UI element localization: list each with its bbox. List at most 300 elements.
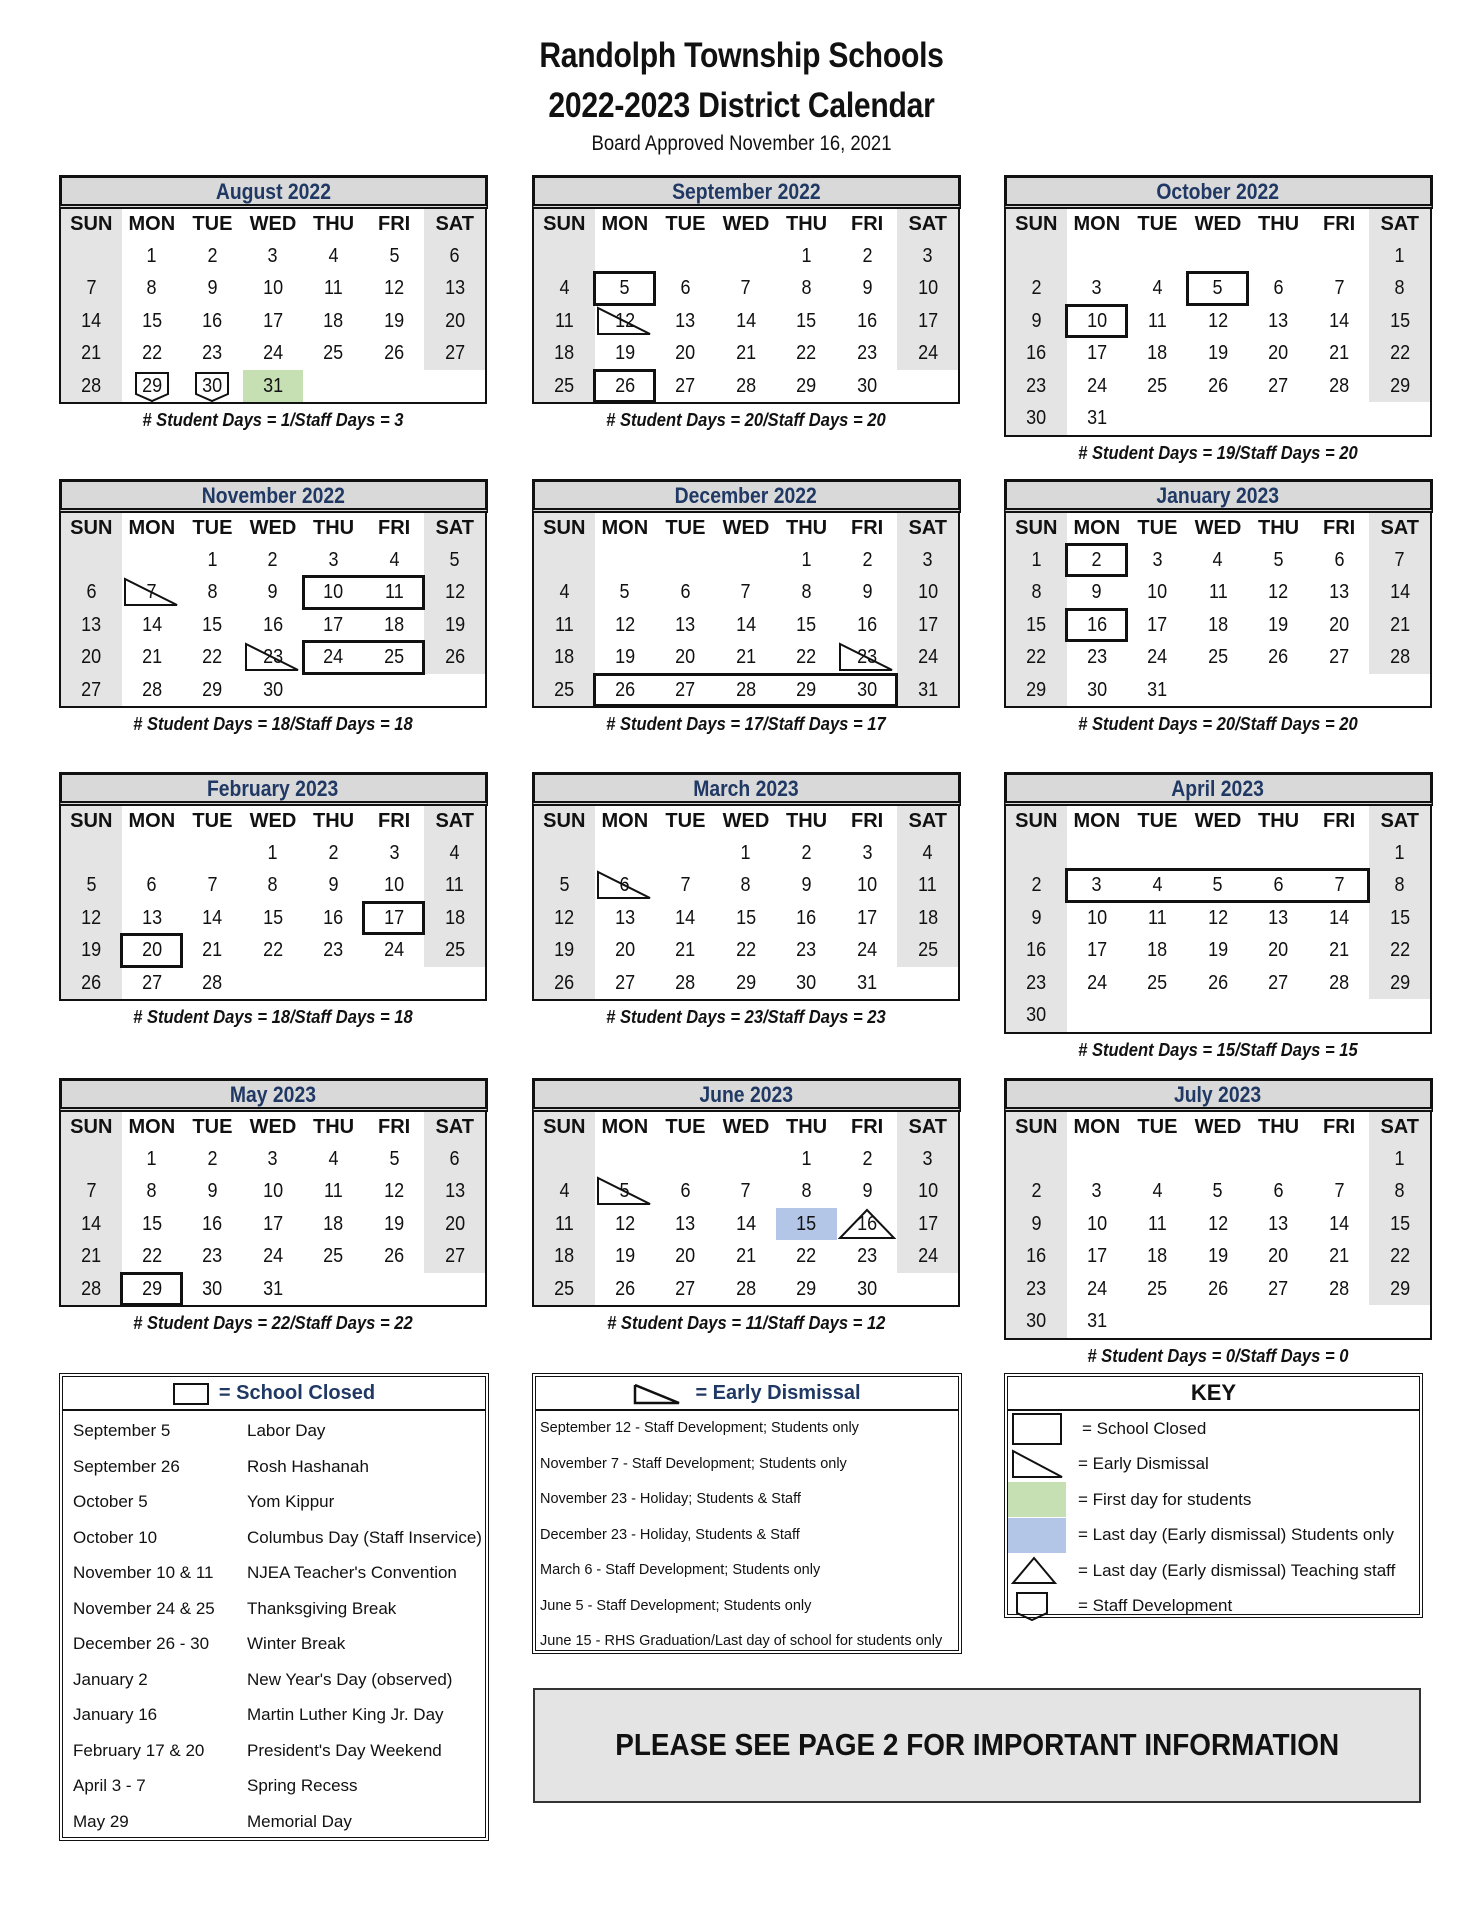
empty-cell — [303, 370, 364, 403]
date-cell — [897, 1240, 958, 1273]
day-of-week-header: SUN — [1006, 513, 1067, 544]
date-cell — [716, 967, 777, 1000]
first-day-swatch-icon — [1008, 1482, 1066, 1517]
closed-event: Yom Kippur — [247, 1492, 335, 1511]
date-number: 2 — [207, 1147, 218, 1170]
date-cell — [776, 1208, 837, 1241]
date-number: 1 — [1394, 244, 1405, 267]
date-number: 22 — [141, 1245, 162, 1267]
date-number: 7 — [740, 1180, 751, 1202]
closed-event: Winter Break — [247, 1634, 346, 1653]
date-number: 19 — [81, 939, 102, 961]
day-of-week-header: FRI — [1323, 1115, 1356, 1138]
date-cell — [1006, 305, 1067, 338]
date-cell — [364, 337, 425, 370]
date-cell — [837, 609, 898, 642]
date-cell — [776, 337, 837, 370]
empty-cell — [1188, 837, 1249, 870]
date-number: 5 — [559, 874, 570, 896]
date-cell — [424, 1208, 485, 1241]
date-number: 22 — [1389, 342, 1410, 364]
date-number: 17 — [917, 613, 938, 636]
date-cell — [1188, 337, 1249, 370]
date-cell — [595, 902, 656, 935]
date-cell — [897, 641, 958, 674]
date-number: 15 — [141, 309, 162, 332]
empty-cell — [1067, 1143, 1128, 1176]
date-number: 29 — [796, 374, 817, 397]
date-cell — [243, 934, 304, 967]
month-days — [61, 1112, 485, 1306]
day-of-week-header: MON — [1073, 516, 1121, 539]
date-number: 13 — [1268, 1212, 1289, 1235]
empty-cell — [716, 1143, 777, 1176]
date-number: 24 — [262, 342, 283, 364]
day-of-week-header: THU — [786, 516, 828, 539]
day-of-week-header: THU — [786, 212, 828, 235]
empty-cell — [61, 544, 122, 577]
date-number: 25 — [554, 1277, 575, 1300]
page-title: Randolph Township Schools — [539, 36, 944, 75]
date-cell — [1067, 272, 1128, 305]
empty-cell — [1309, 1305, 1370, 1338]
empty-cell — [1006, 837, 1067, 870]
empty-cell — [534, 544, 595, 577]
date-number: 4 — [328, 244, 339, 267]
date-number: 22 — [1026, 646, 1047, 668]
day-of-week-header: WED — [249, 516, 297, 539]
date-cell — [1188, 1240, 1249, 1273]
day-of-week-header: TUE — [192, 809, 233, 832]
date-number: 22 — [141, 342, 162, 364]
day-of-week-header: WED — [249, 1115, 297, 1138]
date-cell — [303, 837, 364, 870]
month-calendar — [1004, 175, 1432, 464]
day-of-week-header: FRI — [851, 212, 884, 235]
date-cell — [61, 609, 122, 642]
closed-event: Memorial Day — [247, 1811, 352, 1831]
date-cell — [1309, 1240, 1370, 1273]
date-cell — [716, 370, 777, 403]
empty-cell — [595, 1143, 656, 1176]
date-number: 20 — [141, 939, 162, 961]
school-closed-panel — [59, 1373, 489, 1841]
date-cell — [837, 337, 898, 370]
date-cell — [1369, 305, 1430, 338]
date-cell — [1067, 1175, 1128, 1208]
date-number: 6 — [86, 581, 97, 603]
date-cell — [243, 576, 304, 609]
empty-cell — [534, 837, 595, 870]
date-cell — [1006, 1208, 1067, 1241]
date-number: 27 — [444, 1245, 465, 1267]
date-number: 27 — [1268, 374, 1289, 397]
date-cell — [595, 1208, 656, 1241]
date-cell — [776, 272, 837, 305]
day-count-summary: # Student Days = 22/Staff Days = 22 — [133, 1313, 413, 1333]
date-cell — [1188, 370, 1249, 403]
date-cell — [61, 674, 122, 707]
date-number: 17 — [262, 309, 283, 332]
date-number: 4 — [389, 548, 400, 571]
day-of-week-header: WED — [249, 809, 297, 832]
date-cell — [1006, 869, 1067, 902]
date-number: 12 — [1268, 581, 1289, 603]
date-cell — [1248, 869, 1309, 902]
month-title: June 2023 — [532, 1078, 961, 1112]
date-number: 27 — [444, 342, 465, 364]
date-cell — [1369, 1240, 1430, 1273]
date-number: 26 — [614, 1277, 635, 1300]
date-cell — [243, 869, 304, 902]
date-cell — [837, 576, 898, 609]
date-number: 13 — [1268, 309, 1289, 332]
date-number: 30 — [202, 374, 223, 397]
date-number: 1 — [801, 548, 812, 571]
month-calendar — [59, 772, 487, 1028]
date-number: 7 — [680, 874, 691, 896]
empty-cell — [1188, 674, 1249, 707]
date-cell — [61, 1175, 122, 1208]
empty-cell — [1188, 402, 1249, 435]
date-cell — [182, 1175, 243, 1208]
closed-list-item — [63, 1626, 485, 1662]
date-number: 11 — [1148, 309, 1167, 332]
date-cell — [243, 609, 304, 642]
day-of-week-header: MON — [1073, 212, 1121, 235]
closed-event: Rosh Hashanah — [247, 1456, 369, 1476]
date-number: 26 — [384, 342, 405, 364]
date-cell — [1188, 305, 1249, 338]
date-number: 21 — [202, 939, 223, 961]
date-number: 3 — [922, 1147, 933, 1170]
empty-cell — [1369, 674, 1430, 707]
empty-cell — [897, 1273, 958, 1306]
date-number: 23 — [796, 939, 817, 961]
date-number: 28 — [202, 971, 223, 994]
day-of-week-header: TUE — [192, 516, 233, 539]
date-cell — [1006, 967, 1067, 1000]
date-number: 13 — [444, 1180, 465, 1202]
empty-cell — [424, 674, 485, 707]
date-cell — [1006, 1240, 1067, 1273]
date-number: 6 — [680, 277, 691, 299]
empty-cell — [534, 1143, 595, 1176]
date-cell — [1006, 902, 1067, 935]
date-number: 14 — [202, 906, 223, 929]
date-cell — [243, 641, 304, 674]
date-cell — [424, 1143, 485, 1176]
date-cell — [776, 1273, 837, 1306]
empty-cell — [1188, 240, 1249, 273]
date-number: 25 — [917, 939, 938, 961]
date-cell — [1309, 609, 1370, 642]
staff-development-icon — [1008, 1589, 1066, 1624]
month-title: December 2022 — [532, 479, 961, 513]
date-cell — [122, 1175, 183, 1208]
date-number: 23 — [202, 1245, 223, 1267]
date-cell — [1369, 641, 1430, 674]
day-of-week-header: SUN — [534, 209, 595, 240]
date-cell — [897, 674, 958, 707]
date-number: 22 — [796, 646, 817, 668]
date-number: 21 — [675, 939, 696, 961]
date-number: 7 — [146, 581, 157, 603]
date-number: 17 — [1086, 939, 1107, 961]
date-number: 17 — [262, 1212, 283, 1235]
day-of-week-header: FRI — [1323, 809, 1356, 832]
date-cell — [1067, 337, 1128, 370]
empty-cell — [122, 837, 183, 870]
empty-cell — [364, 370, 425, 403]
date-number: 8 — [1394, 277, 1405, 299]
date-number: 25 — [1147, 971, 1168, 994]
month-calendar — [59, 1078, 487, 1334]
key-label: = First day for students — [1078, 1489, 1252, 1509]
date-cell — [1248, 609, 1309, 642]
date-cell — [1188, 902, 1249, 935]
date-cell — [364, 1175, 425, 1208]
date-number: 2 — [1091, 548, 1102, 571]
month-calendar — [59, 175, 487, 431]
empty-cell — [1369, 999, 1430, 1032]
date-number: 16 — [262, 613, 283, 636]
date-number: 7 — [86, 1180, 97, 1202]
date-cell — [303, 544, 364, 577]
date-number: 20 — [675, 342, 696, 364]
last-day-staff-triangle-icon — [1008, 1553, 1066, 1588]
date-number: 17 — [917, 309, 938, 332]
date-number: 29 — [141, 1277, 162, 1300]
date-cell — [1067, 1273, 1128, 1306]
date-cell — [243, 1175, 304, 1208]
date-cell — [424, 934, 485, 967]
date-number: 1 — [801, 1147, 812, 1170]
day-of-week-header: SAT — [897, 513, 958, 544]
date-cell — [182, 641, 243, 674]
day-count-summary: # Student Days = 15/Staff Days = 15 — [1078, 1039, 1358, 1060]
month-calendar — [1004, 479, 1432, 735]
date-cell — [1309, 337, 1370, 370]
empty-cell — [1309, 674, 1370, 707]
closed-date: May 29 — [73, 1811, 129, 1831]
date-number: 8 — [801, 1180, 812, 1202]
early-dismissal-icon — [1008, 1447, 1066, 1482]
date-number: 24 — [917, 342, 938, 364]
day-count-summary: # Student Days = 20/Staff Days = 20 — [1078, 714, 1358, 734]
empty-cell — [1067, 837, 1128, 870]
date-cell — [1248, 641, 1309, 674]
date-cell — [1006, 999, 1067, 1032]
date-cell — [837, 902, 898, 935]
date-number: 8 — [267, 874, 278, 896]
date-number: 16 — [1026, 939, 1047, 961]
closed-date: November 24 & 25 — [73, 1598, 215, 1618]
date-cell — [1006, 272, 1067, 305]
date-cell — [1369, 1273, 1430, 1306]
date-number: 22 — [1389, 939, 1410, 961]
date-cell — [655, 641, 716, 674]
date-cell — [424, 902, 485, 935]
date-number: 29 — [796, 1277, 817, 1300]
date-cell — [1248, 576, 1309, 609]
date-cell — [655, 576, 716, 609]
date-cell — [243, 1143, 304, 1176]
date-number: 24 — [1086, 1277, 1107, 1300]
date-number: 17 — [917, 1212, 938, 1235]
date-cell — [424, 240, 485, 273]
month-title: February 2023 — [59, 772, 488, 806]
date-number: 26 — [614, 678, 635, 701]
date-number: 5 — [449, 548, 460, 571]
date-number: 23 — [857, 646, 878, 668]
date-cell — [716, 641, 777, 674]
day-of-week-header: SAT — [1369, 1112, 1430, 1143]
date-cell — [303, 1240, 364, 1273]
date-cell — [655, 272, 716, 305]
date-cell — [716, 609, 777, 642]
month-days — [534, 1112, 958, 1306]
empty-cell — [1127, 999, 1188, 1032]
date-cell — [595, 337, 656, 370]
empty-cell — [424, 967, 485, 1000]
month-calendar — [532, 175, 960, 431]
date-cell — [1309, 1208, 1370, 1241]
date-number: 2 — [328, 841, 339, 864]
date-number: 14 — [1329, 1212, 1350, 1235]
date-cell — [1369, 1143, 1430, 1176]
date-cell — [303, 1143, 364, 1176]
date-cell — [1188, 272, 1249, 305]
date-cell — [534, 967, 595, 1000]
day-of-week-header: SUN — [1006, 209, 1067, 240]
date-number: 20 — [675, 1245, 696, 1267]
date-number: 17 — [857, 906, 878, 929]
day-of-week-header: SAT — [897, 1112, 958, 1143]
date-cell — [61, 1208, 122, 1241]
month-title: April 2023 — [1004, 772, 1433, 806]
empty-cell — [1248, 402, 1309, 435]
day-of-week-header: WED — [722, 1115, 770, 1138]
date-cell — [595, 609, 656, 642]
date-cell — [1248, 1175, 1309, 1208]
date-number: 15 — [1389, 1212, 1410, 1235]
date-cell — [1067, 544, 1128, 577]
date-cell — [1369, 609, 1430, 642]
day-of-week-header: SUN — [61, 209, 122, 240]
date-number: 9 — [267, 581, 278, 603]
date-number: 8 — [146, 1180, 157, 1202]
date-cell — [716, 337, 777, 370]
date-cell — [1127, 1240, 1188, 1273]
date-number: 1 — [1394, 841, 1405, 864]
date-cell — [716, 902, 777, 935]
date-number: 12 — [554, 906, 575, 929]
date-cell — [1248, 544, 1309, 577]
date-cell — [182, 370, 243, 403]
date-cell — [716, 837, 777, 870]
date-number: 26 — [1207, 1277, 1228, 1300]
empty-cell — [1248, 1305, 1309, 1338]
date-cell — [595, 869, 656, 902]
closed-date: September 5 — [73, 1421, 171, 1440]
day-count-summary: # Student Days = 20/Staff Days = 20 — [606, 410, 886, 430]
day-of-week-header: SAT — [897, 209, 958, 240]
key-label: = Last day (Early dismissal) Students only — [1078, 1525, 1395, 1545]
date-cell — [182, 272, 243, 305]
day-of-week-header: MON — [128, 1115, 176, 1138]
date-number: 31 — [857, 971, 878, 994]
date-number: 28 — [735, 1277, 756, 1300]
date-number: 14 — [735, 309, 756, 332]
day-of-week-header: FRI — [378, 516, 411, 539]
date-number: 7 — [207, 874, 218, 896]
date-cell — [534, 674, 595, 707]
date-number: 29 — [796, 678, 817, 701]
day-of-week-header: SUN — [1006, 1112, 1067, 1143]
day-of-week-header: TUE — [1137, 212, 1178, 235]
date-cell — [776, 240, 837, 273]
date-number: 5 — [86, 874, 97, 896]
key-item — [1008, 1411, 1419, 1447]
date-number: 28 — [81, 374, 102, 397]
date-number: 10 — [917, 1180, 938, 1202]
date-number: 11 — [1148, 1212, 1167, 1235]
date-number: 30 — [202, 1277, 223, 1300]
date-number: 6 — [1334, 548, 1345, 571]
date-cell — [424, 1240, 485, 1273]
date-cell — [182, 240, 243, 273]
day-of-week-header: SAT — [424, 1112, 485, 1143]
empty-cell — [897, 967, 958, 1000]
date-number: 4 — [1152, 874, 1163, 896]
date-cell — [243, 305, 304, 338]
date-number: 11 — [445, 874, 465, 896]
date-number: 28 — [81, 1277, 102, 1300]
date-number: 12 — [444, 581, 465, 603]
date-number: 18 — [1147, 939, 1168, 961]
empty-cell — [655, 1143, 716, 1176]
date-cell — [776, 902, 837, 935]
date-number: 22 — [202, 646, 223, 668]
date-cell — [655, 1273, 716, 1306]
date-number: 14 — [735, 613, 756, 636]
date-number: 18 — [384, 613, 405, 636]
date-number: 10 — [1086, 906, 1107, 929]
date-number: 12 — [1207, 309, 1228, 332]
date-cell — [776, 837, 837, 870]
date-number: 20 — [444, 309, 465, 332]
date-cell — [1309, 305, 1370, 338]
day-of-week-header: THU — [1258, 1115, 1300, 1138]
month-days — [534, 209, 958, 403]
date-number: 27 — [675, 678, 696, 701]
date-number: 22 — [1389, 1245, 1410, 1267]
date-number: 13 — [675, 309, 696, 332]
month-calendar — [532, 1078, 960, 1334]
date-number: 22 — [796, 342, 817, 364]
date-number: 4 — [1212, 548, 1223, 571]
date-cell — [243, 240, 304, 273]
date-cell — [243, 544, 304, 577]
date-cell — [1248, 1240, 1309, 1273]
closed-list-item — [63, 1555, 485, 1591]
empty-cell — [1188, 1305, 1249, 1338]
date-number: 25 — [554, 374, 575, 397]
month-days — [1006, 209, 1430, 435]
date-number: 28 — [1329, 374, 1350, 397]
date-number: 10 — [384, 874, 405, 896]
